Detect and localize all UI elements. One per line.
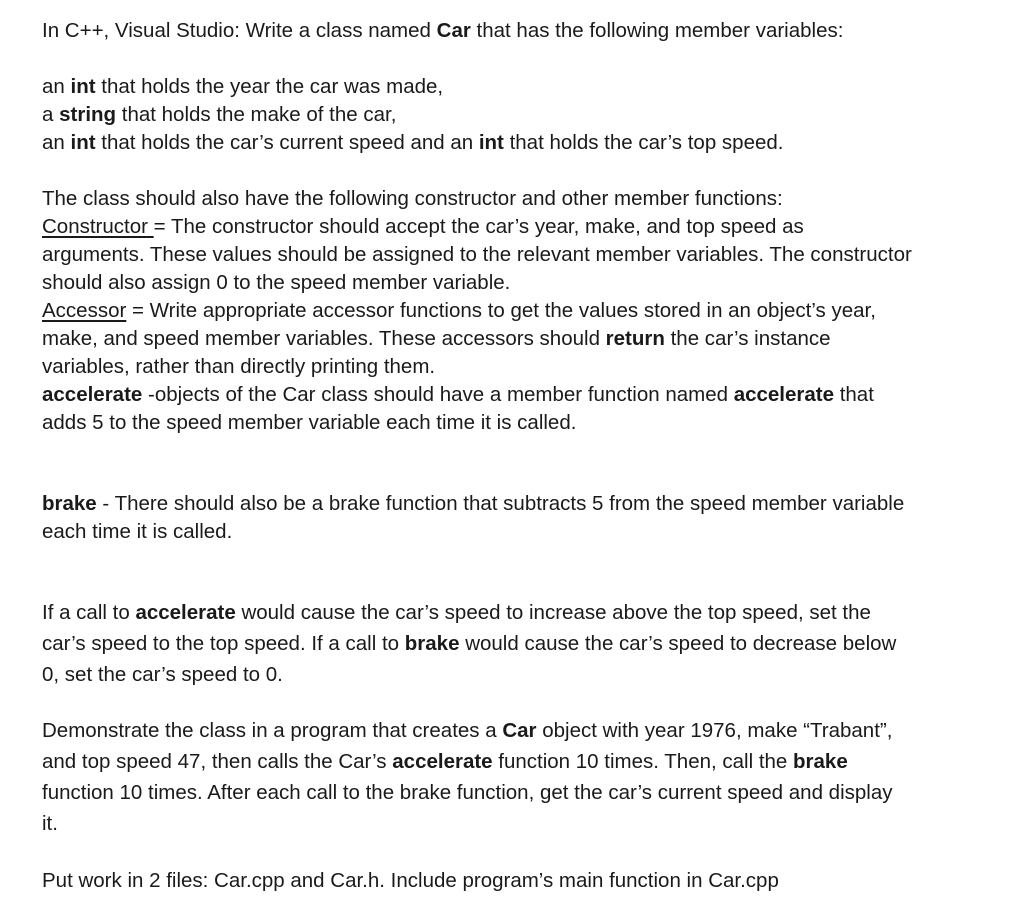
accelerate-line-2: adds 5 to the speed member variable each time it is called. (42, 411, 577, 434)
brake-line-2: each time it is called. (42, 520, 233, 543)
constructor-line-1: Constructor = The constructor should accept the car’s year, make, and top speed as (42, 215, 804, 238)
constructor-line-2: arguments. These values should be assigned to the relevant member variables. The constructor (42, 243, 912, 266)
member-year-line: an int that holds the year the car was made, (42, 75, 444, 98)
member-make-line: a string that holds the make of the car, (42, 103, 397, 126)
constructor-line-3: should also assign 0 to the speed member variable. (42, 271, 511, 294)
member-speed-line: an int that holds the car’s current speed and an int that holds the car’s top speed. (42, 131, 784, 154)
files-line: Put work in 2 files: Car.cpp and Car.h. Include program’s main function in Car.cpp (42, 869, 779, 892)
demo-line-3: function 10 times. After each call to the brake function, get the car’s current speed and display (42, 781, 893, 804)
accessor-label: Accessor (42, 299, 127, 322)
limits-line-1: If a call to accelerate would cause the car’s speed to increase above the top speed, set the (42, 601, 871, 624)
accessor-line-2: make, and speed member variables. These accessors should return the car’s instance (42, 327, 831, 350)
brake-line-1: brake - There should also be a brake function that subtracts 5 from the speed member variable (42, 492, 905, 515)
accessor-line-3: variables, rather than directly printing them. (42, 355, 436, 378)
limits-line-3: 0, set the car’s speed to 0. (42, 663, 283, 686)
constructor-label: Constructor (42, 215, 154, 238)
demo-line-4: it. (42, 812, 58, 835)
demo-line-2: and top speed 47, then calls the Car’s accelerate function 10 times. Then, call the brake (42, 750, 848, 773)
demo-line-1: Demonstrate the class in a program that creates a Car object with year 1976, make “Trabant”, (42, 719, 893, 742)
accessor-line-1: Accessor = Write appropriate accessor functions to get the values stored in an object’s year, (42, 299, 876, 322)
functions-heading: The class should also have the following constructor and other member functions: (42, 187, 783, 210)
limits-line-2: car’s speed to the top speed. If a call to brake would cause the car’s speed to decrease below (42, 632, 897, 655)
intro-line: In C++, Visual Studio: Write a class named Car that has the following member variables: (42, 19, 844, 42)
accelerate-line-1: accelerate -objects of the Car class should have a member function named accelerate that (42, 383, 874, 406)
